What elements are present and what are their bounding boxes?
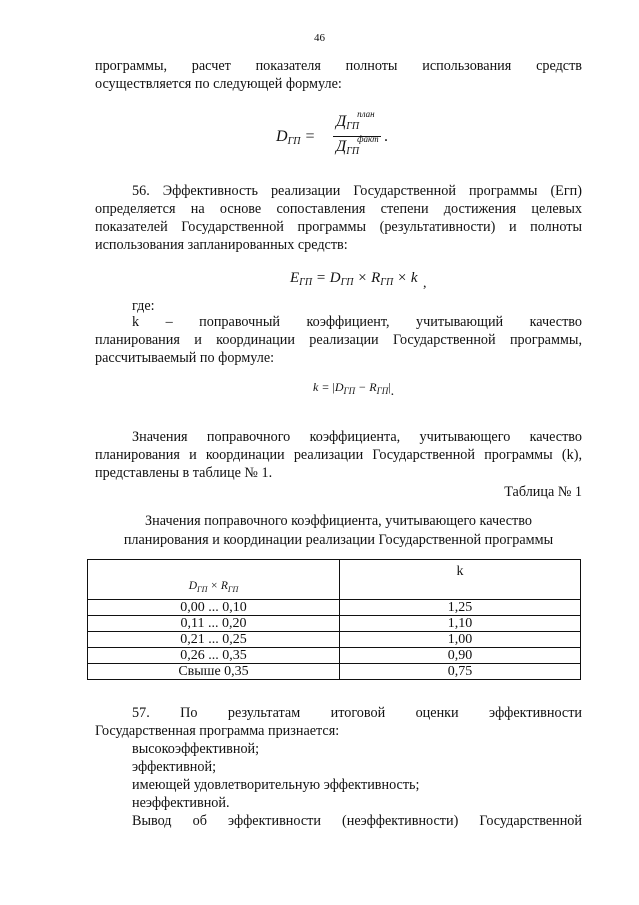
table-row (88, 600, 581, 616)
formula-d-num-sup: план (357, 109, 375, 119)
formula-k-open: | (332, 380, 335, 394)
values-line-3: представлены в таблице № 1. (95, 465, 273, 481)
p57-item-4: неэффективной. (132, 795, 230, 811)
formula-d-den: Д (336, 138, 347, 155)
header-times: × (207, 579, 221, 592)
formula-k-minus: − (355, 380, 370, 394)
table-cell-range: 0,21 ... 0,25 (88, 632, 340, 648)
p56-line-3: показателей Государственной программы (результативности) и полноты (95, 219, 582, 235)
formula-d-num-sub: ГП (346, 121, 360, 132)
formula-e-r: R (371, 270, 381, 286)
p57-line-last: Вывод об эффективности (неэффективности) Государственной (132, 813, 582, 829)
formula-d-lhs-sub: ГП (287, 136, 301, 147)
table-cell-range: 0,00 ... 0,10 (88, 600, 340, 616)
formula-k-eq: = (318, 380, 333, 394)
p57-line-1: 57. По результатам итоговой оценки эффективности (132, 705, 582, 721)
formula-e-e-sub: ГП (299, 277, 313, 288)
table-label: Таблица № 1 (504, 484, 582, 500)
table-cell-k: 0,90 (340, 648, 581, 664)
table-cell-k: 1,10 (340, 616, 581, 632)
header-d: D (188, 579, 198, 592)
where-line-1: k – поправочный коэффициент, учитывающий качество (132, 314, 582, 330)
table-cell-k: 1,00 (340, 632, 581, 648)
table-cell-range: Свыше 0,35 (88, 664, 340, 680)
p57-item-3: имеющей удовлетворительную эффективность; (132, 777, 420, 793)
table-row (88, 632, 581, 648)
formula-k-r-sub: ГП (376, 386, 389, 396)
values-line-2: планирования и координации реализации Государственной программы (k), (95, 447, 582, 463)
header-d-sub: ГП (197, 584, 208, 594)
table-cell-range: 0,11 ... 0,20 (88, 616, 340, 632)
formula-d-lhs: D (276, 128, 288, 145)
formula-e-times-1: × (353, 270, 372, 286)
where-line-2: планирования и координации реализации Государственной программы, (95, 332, 582, 348)
p57-line-2: Государственная программа признается: (95, 723, 340, 739)
table-cell-k: 1,25 (340, 600, 581, 616)
table-row (88, 616, 581, 632)
table-header-row (88, 560, 581, 600)
p56-line-4: использования запланированных средств: (95, 237, 348, 253)
intro-line-2: осуществляется по следующей формуле: (95, 76, 342, 92)
formula-k (313, 380, 395, 399)
formula-k-end: . (390, 384, 395, 399)
formula-d-num: Д (336, 113, 347, 130)
values-line-1: Значения поправочного коэффициента, учитывающего качество (132, 429, 582, 445)
formula-e-d-sub: ГП (340, 277, 354, 288)
formula-k-d-sub: ГП (343, 386, 356, 396)
formula-e-eq: = (312, 270, 330, 286)
header-r-sub: ГП (227, 584, 239, 594)
formula-d-end: . (384, 128, 388, 145)
header-r: R (220, 579, 228, 592)
formula-k-r: R (369, 380, 377, 394)
table-caption-line-2: планирования и координации реализации Государственной программы (123, 532, 554, 548)
formula-k-k: k (313, 380, 319, 394)
formula-e-end: , (423, 276, 427, 291)
formula-d-den-sup: факт (357, 134, 379, 144)
where-line-3: рассчитываемый по формуле: (95, 350, 275, 366)
table-cell-range: 0,26 ... 0,35 (88, 648, 340, 664)
table-caption-line-1: Значения поправочного коэффициента, учитывающего качество (145, 513, 532, 529)
formula-e-e: E (290, 270, 300, 286)
table-row (88, 648, 581, 664)
table-header-range (88, 560, 340, 600)
table-row (88, 664, 581, 680)
where-label: где: (132, 298, 155, 314)
p57-item-2: эффективной; (132, 759, 217, 775)
formula-e-gp (290, 270, 418, 287)
formula-e-r-sub: ГП (380, 277, 394, 288)
formula-k-close: | (388, 380, 391, 394)
p56-line-2: определяется на основе сопоставления степени достижения целевых (95, 201, 582, 217)
table-cell-k: 0,75 (340, 664, 581, 680)
formula-e-d: D (329, 270, 341, 286)
p57-item-1: высокоэффективной; (132, 741, 260, 757)
coefficient-table (87, 559, 581, 680)
formula-e-k: k (410, 270, 418, 286)
intro-line-1: программы, расчет показателя полноты использования средств (95, 58, 582, 74)
formula-d-den-sub: ГП (346, 146, 360, 157)
formula-k-d: D (334, 380, 344, 394)
table-header-k: k (340, 560, 581, 600)
formula-e-times-2: × (393, 270, 411, 286)
page-number: 46 (314, 32, 325, 44)
p56-line-1: 56. Эффективность реализации Государственной программы (Eгп) (132, 183, 582, 199)
formula-d-equals: = (304, 128, 316, 145)
